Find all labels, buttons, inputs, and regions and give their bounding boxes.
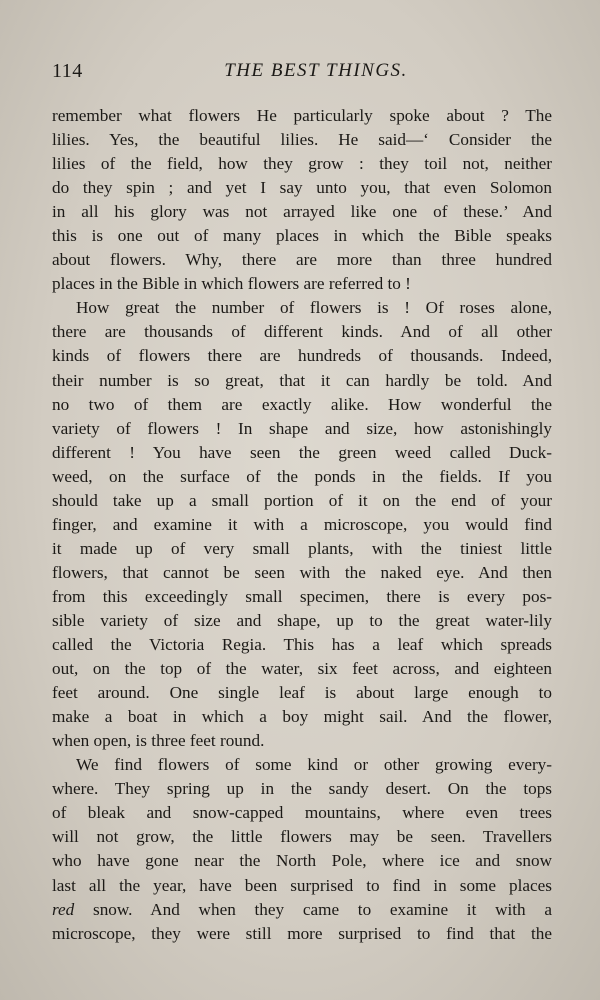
text-line: will not grow, the little flowers may be seen. Travellers xyxy=(52,827,552,847)
text-line: from this exceedingly small specimen, there is every pos- xyxy=(52,586,552,606)
text-line: where. They spring up in the sandy desert. On the tops xyxy=(52,779,552,799)
text-line: flowers, that cannot be seen with the naked eye. And then xyxy=(52,562,552,582)
text-line: lilies of the field, how they grow : they toil not, neither xyxy=(52,154,552,174)
text-line: in all his glory was not arrayed like one of these.’ And xyxy=(52,202,552,222)
text-line: when open, is three feet round. xyxy=(52,731,265,751)
text-line: lilies. Yes, the beautiful lilies. He said—‘ Consider the xyxy=(52,130,552,150)
body-text xyxy=(52,104,552,974)
text-line: who have gone near the North Pole, where ice and snow xyxy=(52,851,552,871)
text-line: remember what flowers He particularly spoke about ? The xyxy=(52,106,552,125)
text-line: about flowers. Why, there are more than three hundred xyxy=(52,250,552,270)
text-line: kinds of flowers there are hundreds of thousands. Indeed, xyxy=(52,346,552,366)
text-line: sible variety of size and shape, up to the great water-lily xyxy=(52,610,552,630)
page-number: 114 xyxy=(52,60,83,82)
text-line: it made up of very small plants, with the tiniest little xyxy=(52,538,552,558)
text-line: different ! You have seen the green weed called Duck- xyxy=(52,442,552,462)
text-line: called the Victoria Regia. This has a leaf which spreads xyxy=(52,635,552,655)
text-line: this is one out of many places in which the Bible speaks xyxy=(52,226,552,246)
text-line: finger, and examine it with a microscope, you would find xyxy=(52,514,552,534)
text-line: make a boat in which a boy might sail. And the flower, xyxy=(52,707,552,727)
text-line: weed, on the surface of the ponds in the fields. If you xyxy=(52,466,552,486)
text-line: no two of them are exactly alike. How wonderful the xyxy=(52,394,552,414)
text-line-mixed xyxy=(52,898,552,922)
italic-word: red xyxy=(52,899,75,919)
text-line: How great the number of flowers is ! Of roses alone, xyxy=(76,298,552,318)
text-line: there are thousands of different kinds. And of all other xyxy=(52,322,552,342)
text-line: last all the year, have been surprised to find in some places xyxy=(52,875,552,895)
text-line: their number is so great, that it can hardly be told. And xyxy=(52,370,552,390)
text-line: of bleak and snow-capped mountains, where even trees xyxy=(52,803,552,823)
text-line: feet around. One single leaf is about large enough to xyxy=(52,683,552,703)
text-line: should take up a small portion of it on the end of your xyxy=(52,490,552,510)
text-line-rest: snow. And when they came to examine it with a xyxy=(74,899,552,919)
page-header xyxy=(52,60,550,90)
text-line: variety of flowers ! In shape and size, how astonishingly xyxy=(52,418,552,438)
text-line: out, on the top of the water, six feet across, and eighteen xyxy=(52,659,552,679)
text-line: microscope, they were still more surprised to find that the xyxy=(52,923,552,943)
text-line: places in the Bible in which flowers are referred to ! xyxy=(52,274,411,294)
text-line: We find flowers of some kind or other growing every- xyxy=(76,755,552,775)
running-title: THE BEST THINGS. xyxy=(224,60,408,81)
text-line: do they spin ; and yet I say unto you, that even Solomon xyxy=(52,178,552,198)
